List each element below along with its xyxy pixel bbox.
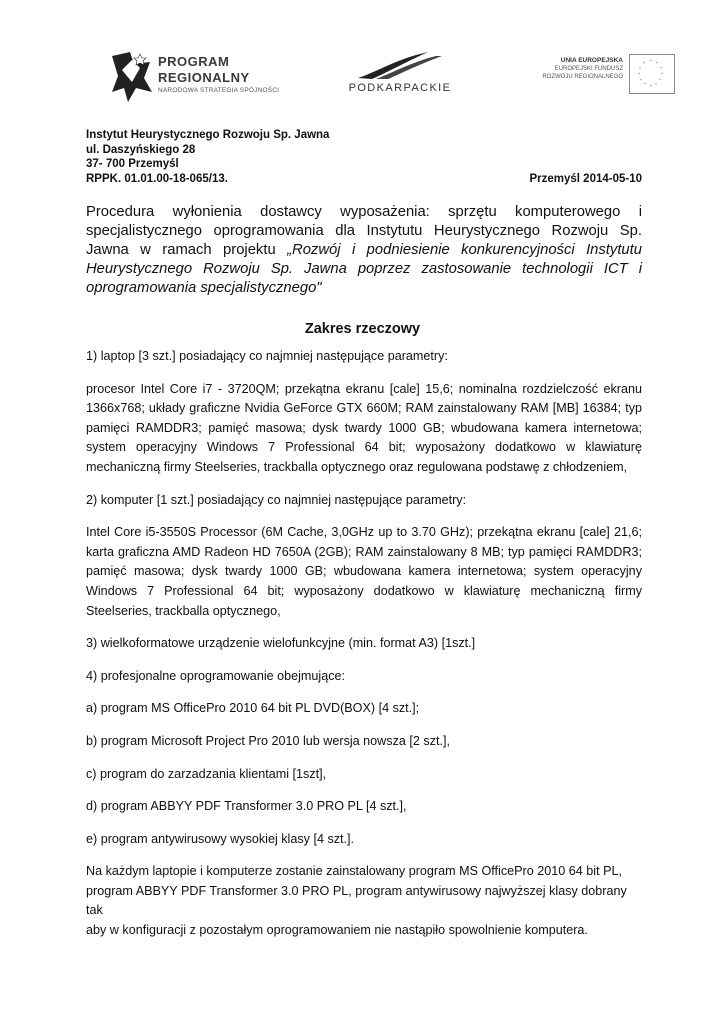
item-computer-intro: 2) komputer [1 szt.] posiadający co najmniej następujące parametry: bbox=[86, 492, 467, 507]
software-item-c: c) program do zarzadzania klientami [1szt], bbox=[86, 766, 327, 781]
eu-logo bbox=[530, 54, 675, 96]
svg-text:*: * bbox=[655, 82, 657, 87]
eu-logo-text bbox=[542, 56, 623, 81]
address-line-1: Instytut Heurystycznego Rozwoju Sp. Jawna bbox=[86, 129, 330, 141]
svg-text:*: * bbox=[644, 82, 646, 87]
item-software-intro: 4) profesjonalne oprogramowanie obejmujące: bbox=[86, 668, 346, 683]
svg-text:*: * bbox=[639, 66, 641, 71]
reference-row bbox=[86, 172, 642, 187]
program-logo-line3: NARODOWA STRATEGIA SPÓJNOŚCI bbox=[158, 87, 280, 94]
program-regionalny-text bbox=[158, 54, 279, 96]
installation-note-line-2: program ABBYY PDF Transformer 3.0 PRO PL, program antywirusowy najwyższej klasy dobrany tak bbox=[86, 883, 627, 918]
item-computer-specs: Intel Core i5-3550S Processor (6M Cache, 3,0GHz up to 3.70 GHz); przekątna ekranu [cale] 21,6; karta graficzna AMD Radeon HD 7650A (2GB); RAM zainstalowany 8 MB; typ pamięci RAMDDR3; pamięć masowa; dysk twardy 1000 GB; wbudowana kamera internetowa; system operacyjny Windows 7 Professional 64 bit; wyposażony dodatkowo w klawiaturę mechaniczną firmy Steelseries, trackballa optycznego, bbox=[86, 525, 642, 618]
svg-text:*: * bbox=[638, 72, 640, 77]
document-body bbox=[86, 347, 642, 941]
procedure-title-plain: Procedura wyłonienia dostawcy wyposażenia: sprzętu komputerowego i specjalistycznego oprogramowania dla Instytutu Heurystycznego Rozwoju Sp. Jawna w ramach projektu bbox=[86, 204, 642, 258]
reference-number: RPPK. 01.01.00-18-065/13. bbox=[86, 172, 228, 185]
item-laptop-intro: 1) laptop [3 szt.] posiadający co najmniej następujące parametry: bbox=[86, 349, 448, 363]
procedure-title-project-name: „Rozwój i podniesienie konkurencyjności Instytutu Heurystycznego Rozwoju Sp. Jawna poprzez zastosowanie technologii ICT i oprogramowania specjalistycznego" bbox=[86, 242, 642, 296]
svg-text:*: * bbox=[650, 59, 652, 64]
svg-text:*: * bbox=[661, 72, 663, 77]
podkarpackie-mountain-icon bbox=[358, 52, 442, 80]
address-line-3: 37- 700 Przemyśl bbox=[86, 158, 179, 170]
program-logo-line2: REGIONALNY bbox=[158, 70, 250, 85]
svg-text:*: * bbox=[650, 84, 652, 89]
software-item-a: a) program MS OfficePro 2010 64 bit PL DVD(BOX) [4 szt.]; bbox=[86, 701, 420, 716]
eu-flag-icon bbox=[629, 54, 675, 94]
document-date: Przemyśl 2014-05-10 bbox=[529, 172, 642, 185]
svg-text:*: * bbox=[640, 78, 642, 83]
software-item-b: b) program Microsoft Project Pro 2010 lub wersja nowsza [2 szt.], bbox=[86, 733, 450, 748]
procedure-title bbox=[86, 203, 642, 298]
svg-text:*: * bbox=[656, 61, 658, 66]
header-logos bbox=[0, 40, 725, 110]
installation-note-line-1: Na każdym laptopie i komputerze zostanie zainstalowany program MS OfficePro 2010 64 bit PL, bbox=[86, 864, 622, 879]
podkarpackie-text: PODKARPACKIE bbox=[348, 82, 452, 94]
item-laptop-specs: procesor Intel Core i7 - 3720QM; przekątna ekranu [cale] 15,6; nominalna rozdzielczość ekranu 1366x768; układy graficzne Nvidia GeForce GTX 660M; RAM zainstalowany RAM [MB] 16384; typ pamięci RAMDDR3; pamięć masowa; dysk twardy 1000 GB; wbudowana kamera internetowa; system operacyjny Windows 7 Professional 64 bit; wyposażony dodatkowo w klawiaturę mechaniczną firmy Steelseries, trackballa optycznego oraz regulowana podstawę z chłodzeniem, bbox=[86, 381, 642, 474]
svg-text:*: * bbox=[659, 78, 661, 83]
item-multifunction-device: 3) wielkoformatowe urządzenie wielofunkcyjne (min. format A3) [1szt.] bbox=[86, 636, 476, 651]
eu-logo-line3: ROZWOJU REGIONALNEGO bbox=[542, 74, 623, 80]
svg-text:*: * bbox=[643, 61, 645, 66]
software-item-e: e) program antywirusowy wysokiej klasy [4 szt.]. bbox=[86, 831, 355, 846]
section-heading: Zakres rzeczowy bbox=[304, 321, 421, 337]
eu-logo-line1: UNIA EUROPEJSKA bbox=[560, 57, 623, 64]
program-regionalny-emblem-icon bbox=[110, 48, 154, 104]
eu-logo-line2: EUROPEJSKI FUNDUSZ bbox=[554, 66, 623, 72]
program-logo-line1: PROGRAM bbox=[158, 54, 230, 69]
installation-note-line-3: aby w konfiguracji z pozostałym oprogramowaniem nie nastąpiło spowolnienie komputera. bbox=[86, 923, 588, 938]
software-item-d: d) program ABBYY PDF Transformer 3.0 PRO PL [4 szt.], bbox=[86, 799, 407, 814]
podkarpackie-logo bbox=[340, 52, 460, 102]
svg-text:*: * bbox=[660, 66, 662, 71]
address-line-2: ul. Daszyńskiego 28 bbox=[86, 143, 196, 156]
address-block bbox=[86, 128, 642, 186]
program-regionalny-logo bbox=[110, 48, 300, 106]
